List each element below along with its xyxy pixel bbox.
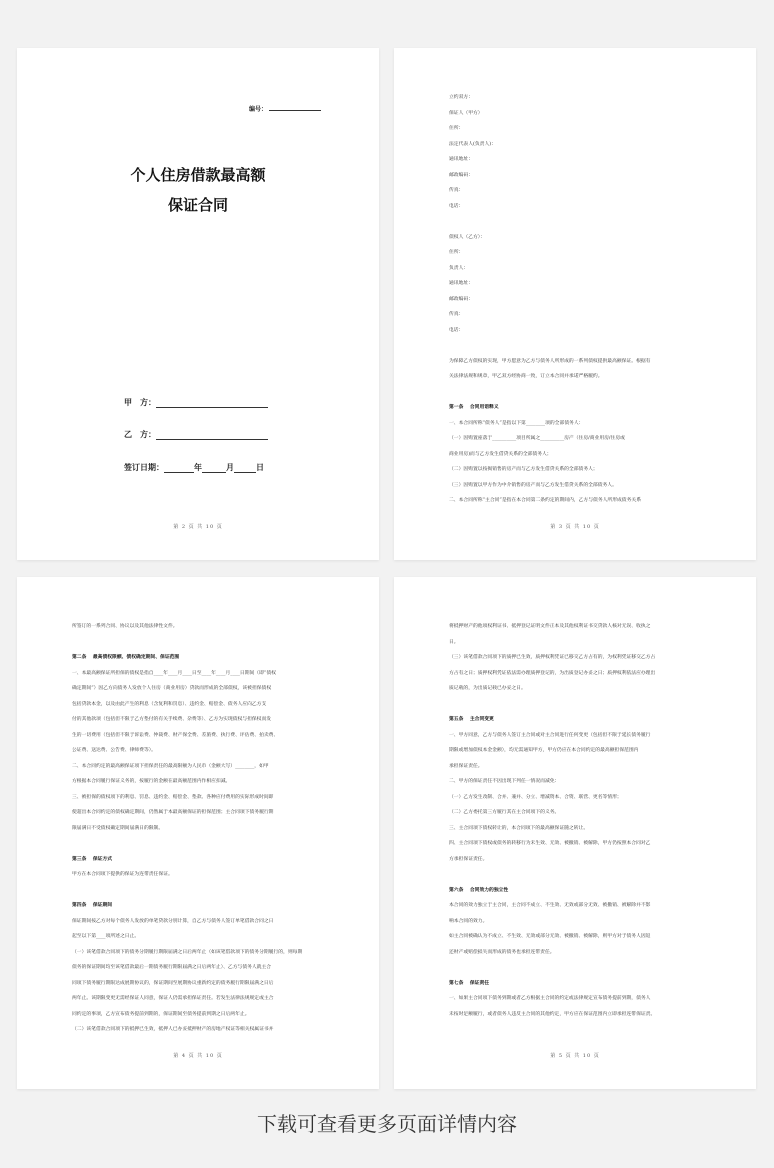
party-b-label: 乙 方： <box>124 429 156 439</box>
cover-page <box>17 48 379 560</box>
text-line: 三、被担保的债权项下的利息、罚息、违约金、赔偿金、垫款、各种应付费用的实际形成时间即 <box>72 794 274 800</box>
sign-date-line <box>124 462 264 473</box>
text-line: 期限或增加债权本金金额），均无需通知甲方，甲方仍应在本合同约定的最高额担保范围内 <box>449 748 639 753</box>
page-number: 第 2 页 共 10 页 <box>173 524 223 530</box>
text-line: 将抵押财产的他项权利证书、抵押登记证明文件正本及其他权利证书交贷款人核对无误、收执之 <box>449 624 651 629</box>
article-heading: 第三条 保证方式 <box>72 855 113 862</box>
text-line: 方承担保证责任。 <box>449 856 488 862</box>
text-line: 方占有之日；质押权利凭证依法需办理质押登记的，为出质登记办妥之日；质押权利依法应办理出 <box>449 670 656 676</box>
text-line: 所签订的一系列合同、协议以及其他法律性文件。 <box>72 624 178 629</box>
text-line: 同项下债务履行期限达成展期协议的，保证期间至展期协议重新约定的债务履行期限届满之日后 <box>72 980 274 986</box>
contract-number-blank <box>269 110 321 111</box>
text-line: 二、本合同所称“主合同”是指在本合同第二条约定的期间内，乙方与债务人所形成债务关系 <box>449 498 641 503</box>
article-heading: 第二条 最高债权限额、债权确定期间、保证范围 <box>72 654 180 660</box>
article-heading: 第七条 保证责任 <box>449 979 490 986</box>
page-number: 第 3 页 共 10 页 <box>550 524 600 530</box>
blank-line <box>449 214 706 230</box>
blank-line <box>72 883 329 899</box>
article-heading: 第六条 合同效力的独立性 <box>449 886 509 893</box>
text-line: 方根据本合同履行保证义务的，按履行的金额在最高额范围内作相应扣减。 <box>72 779 231 784</box>
title-line-1: 个人住房借款最高额 <box>130 166 266 184</box>
text-line: （二）乙方委托第三方履行其在主合同项下的义务。 <box>449 810 560 815</box>
text-line: 住所： <box>449 250 464 255</box>
text-line: 三、主合同项下债权转让的，本合同项下的最高额保证随之转让。 <box>449 825 589 831</box>
article-heading: 第五条 主合同变更 <box>449 716 494 722</box>
title-line-2: 保证合同 <box>167 196 228 214</box>
month-blank <box>202 464 226 473</box>
article-heading: 第四条 保证期间 <box>72 902 113 908</box>
blank-line <box>449 867 706 883</box>
text-line: （一）因购置座落于__________项目所属之__________房产（住房/商业用房/住房或 <box>449 436 625 441</box>
contract-page-3 <box>394 48 756 560</box>
article-heading: 第一条 合同用语释义 <box>449 404 499 410</box>
blank-line <box>72 836 329 852</box>
day-label: 日 <box>256 462 264 472</box>
text-line: 如主合同被确认为不成立、不生效、无效或部分无效、被撤销、被解除，则甲方对于债务人因返 <box>449 934 651 939</box>
party-b-blank <box>156 431 268 440</box>
text-line: 本合同的效力独立于主合同，主合同不成立、不生效、无效或部分无效、被撤销、被解除并不影 <box>449 903 651 908</box>
contract-number <box>249 104 321 113</box>
blank-line <box>72 635 329 651</box>
contract-number-label: 编号： <box>248 106 267 113</box>
text-line: 电话： <box>449 327 464 333</box>
text-line: 商业用房)而与乙方发生借贷关系的全部债务人； <box>449 451 552 457</box>
text-line: 日。 <box>449 639 459 645</box>
text-line: 二、甲方的保证责任不因出现下列任一情况而减免： <box>449 779 560 784</box>
year-blank <box>164 464 194 473</box>
page-body <box>449 619 706 1022</box>
year-label: 年 <box>194 462 202 472</box>
text-line: 邮政编码： <box>449 172 473 178</box>
document-title <box>17 160 379 220</box>
text-line: 质记载的，为出质记载已办妥之日。 <box>449 686 526 691</box>
text-line: 通讯地址： <box>449 157 473 162</box>
party-a-label: 甲 方： <box>124 397 156 407</box>
text-line: 邮政编码： <box>449 296 473 302</box>
text-line: 一、如果主合同项下债务到期或者乙方根据主合同的约定或法律规定宣布债务提前到期，债务人 <box>449 996 651 1001</box>
text-line: 传真： <box>449 188 464 193</box>
text-line: 包括贷款本金，以及由此产生的利息（含复利和罚息）、违约金、赔偿金、债务人应向乙方支 <box>72 701 267 707</box>
party-a-line <box>124 397 268 408</box>
page-body <box>72 619 329 1038</box>
text-line: 两年止。该期限变更无需经保证人同意，保证人仍需承担保证责任。若发生法律法规规定或主合 <box>72 996 274 1001</box>
text-line: 关法律法规和规章，甲乙双方经协商一致，订立本合同并承诺严格履约。 <box>449 374 603 379</box>
text-line: 起至以下第____项所述之日止。 <box>72 934 140 939</box>
text-line: 债权人（乙方）： <box>449 234 485 240</box>
text-line: 为保障乙方债权的实现，甲方愿意为乙方与债务人所形成的一系列债权提供最高额保证。根据有 <box>449 358 651 364</box>
text-line: 公证费、送达费、公告费、律师费等）。 <box>72 748 156 753</box>
text-line: 一、本合同所称“债务人”是指以下第________项的全部债务人： <box>449 420 584 426</box>
text-line: 生的一切费用（包括但不限于诉讼费、仲裁费、财产保全费、差旅费、执行费、评估费、拍卖费、 <box>72 732 279 738</box>
text-line: （二）因购置以按揭销售的房产而与乙方发生借贷关系的全部债务人； <box>449 467 598 472</box>
page-number: 第 5 页 共 10 页 <box>550 1053 600 1059</box>
text-line: 付的其他款项（包括但不限于乙方垫付的有关手续费、杂费等）、乙方为实现债权与担保权而发 <box>72 717 272 722</box>
text-line: 一、甲方同意，乙方与债务人签订主合同或对主合同进行任何变更（包括但不限于延长债务履行 <box>449 732 651 738</box>
month-label: 月 <box>226 462 234 472</box>
blank-line <box>449 960 706 976</box>
blank-line <box>449 338 706 354</box>
text-line: 债务的保证期间均至该笔借款最后一期债务履行期限届满之日后两年止）、乙方与债务人就主合 <box>72 965 272 970</box>
text-line: 传真： <box>449 312 464 317</box>
page-body <box>449 90 706 509</box>
day-blank <box>234 464 256 473</box>
text-line: 保证期间按乙方对每个债务人发放的单笔贷款分别计算，自乙方与债务人签订单笔借款合同之日 <box>72 918 274 924</box>
text-line: （三）因购置以甲方作为中介销售的房产而与乙方发生借贷关系的全部债务人。 <box>449 482 617 488</box>
blank-line <box>449 697 706 713</box>
blank-line <box>449 385 706 401</box>
text-line: 法定代表人(负责人)： <box>449 141 496 147</box>
party-a-blank <box>156 399 268 408</box>
text-line: 限届满日不受债权确定期间届满日的限制。 <box>72 825 164 831</box>
text-line: 二、本合同约定的最高额保证项下担保责任的最高限额为人民币（金额大写）________，如甲 <box>72 763 269 769</box>
text-line: （三）该笔借款合同项下的质押已生效，质押权利凭证已移交乙方占有的，为权利凭证移交乙方占 <box>449 655 656 660</box>
text-line: 承担保证责任。 <box>449 763 483 769</box>
text-line: 保证人（甲方） <box>449 110 483 116</box>
text-line: 使超出本合同约定的债权确定期间，仍然属于本最高额保证的担保范围；主合同项下债务履行期 <box>72 810 274 815</box>
text-line: 四、主合同项下债权或债务的转移行为未生效、无效、被撤销、被解除，甲方仍按照本合同对乙 <box>449 841 651 846</box>
text-line: 住所： <box>449 126 464 131</box>
contract-page-5 <box>394 577 756 1089</box>
text-line: 甲方在本合同项下提供的保证为连带责任保证。 <box>72 872 173 877</box>
page-number: 第 4 页 共 10 页 <box>173 1053 223 1059</box>
text-line: 立约双方： <box>449 95 473 100</box>
download-caption: 下载可查看更多页面详情内容 <box>257 1112 517 1136</box>
contract-page-4 <box>17 577 379 1089</box>
sign-date-label: 签订日期： <box>124 462 164 472</box>
text-line: 负责人： <box>449 265 469 271</box>
text-line: 一、本最高额保证所担保的债权是指自____年____月____日至____年____月____日期间（即“债权 <box>72 670 276 676</box>
text-line: （二）该笔借款合同项下的抵押已生效，抵押人已办妥抵押财产的房地产权证等相关权属证书并 <box>72 1027 274 1032</box>
text-line: 通讯地址： <box>449 281 473 286</box>
text-line: 确定期间”）因乙方向债务人发放个人住房（商业用房）贷款而形成的全部债权，该被担保债权 <box>72 686 272 691</box>
text-line: （一）乙方发生改制、合并、兼并、分立、增减资本、合资、联营、更名等情形； <box>449 794 622 800</box>
text-line: 电话： <box>449 203 464 209</box>
text-line: 未按时足额履行，或者债务人违反主合同的其他约定，甲方应在保证范围内立即承担连带保证责。 <box>449 1011 656 1017</box>
text-line: 同约定的事项，乙方宣布债务提前到期的，保证期间至债务提前到期之日后两年止。 <box>72 1011 250 1017</box>
text-line: （一）该笔借款合同项下的债务分期履行期限届满之日后两年止（如该笔借款项下的债务分期履行的，则每期 <box>72 949 303 955</box>
text-line: 还财产或赔偿损失而形成的债务也承担连带责任。 <box>449 949 555 955</box>
party-b-line <box>124 429 268 440</box>
text-line: 响本合同的效力。 <box>449 918 488 924</box>
